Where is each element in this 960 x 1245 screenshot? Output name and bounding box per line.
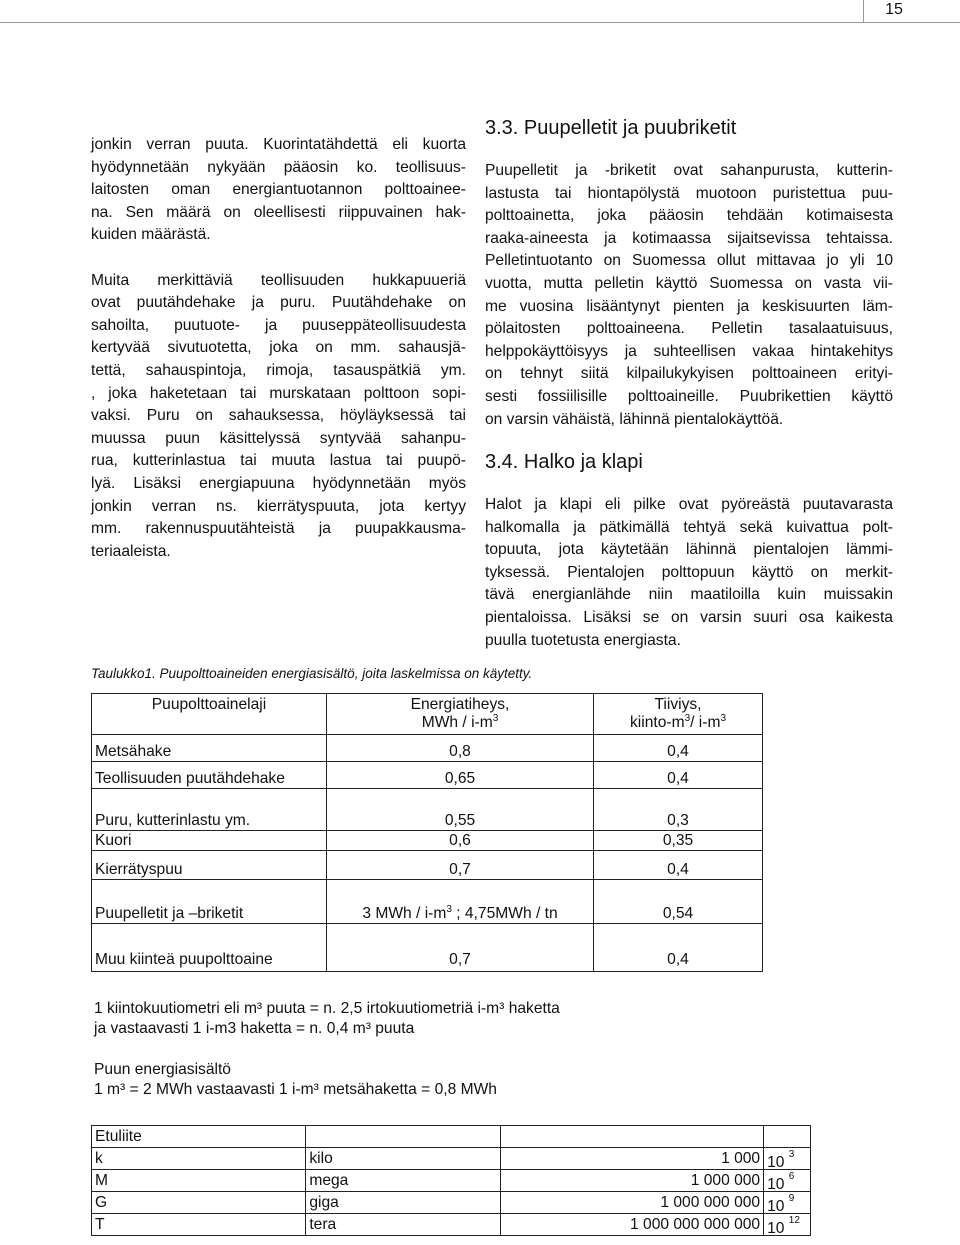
table-row <box>92 924 763 972</box>
table-row <box>92 762 763 789</box>
cell-fuel-name: Teollisuuden puutähdehake <box>92 762 327 789</box>
header-energy-line1: Energiatiheys, <box>410 696 510 713</box>
text-line: lyä. Lisäksi energiapuuna hyödynnetään myös <box>91 474 466 492</box>
prefix-row <box>92 1214 811 1236</box>
prefix-row <box>92 1148 811 1170</box>
text-line: jonkin verran ns. kierrätyspuuta, jota kertyy <box>91 497 466 515</box>
text-line: on tehnyt siitä kilpailukykyisen polttoaineen erityi- <box>485 365 893 383</box>
prefix-symbol: M <box>92 1170 306 1192</box>
prefix-value: 1 000 000 000 <box>500 1192 763 1214</box>
text-line: rua, kutterinlastua tai muuta lastua tai puupö- <box>91 452 466 470</box>
text-line: kertyvää sivutuotetta, joka on mm. sahausjä- <box>91 339 466 357</box>
page-header <box>0 0 960 22</box>
prefix-exponent: 12 <box>788 1214 800 1226</box>
note-line: ja vastaavasti 1 i-m3 haketta = n. 0,4 m³ puuta <box>94 1020 415 1037</box>
text-line: tettä, sahauspintoja, rimoja, tasauspätkiä ym. <box>91 361 466 379</box>
note-line: 1 m³ = 2 MWh vastaavasti 1 i-m³ metsähaketta = 0,8 MWh <box>94 1081 497 1098</box>
prefix-exponent: 9 <box>788 1192 795 1204</box>
prefix-symbol: T <box>92 1214 306 1236</box>
paragraph-bark <box>91 134 466 247</box>
header-density-unit-b: / i-m <box>690 714 721 731</box>
text-line: teriaaleista. <box>91 542 171 560</box>
header-density-line2 <box>597 714 759 732</box>
prefix-title-row <box>92 1126 811 1148</box>
cell-energy-a: 3 MWh / i-m <box>362 905 447 922</box>
cell-density: 0,54 <box>594 880 763 924</box>
cell-density: 0,35 <box>594 831 763 851</box>
text-line: muussa puun käsittelyssä syntyvää sahanpu- <box>91 429 466 447</box>
cell-fuel-name: Kierrätyspuu <box>92 851 327 880</box>
paragraph-waste-wood <box>91 270 466 564</box>
table-row <box>92 880 763 924</box>
prefix-title: Etuliite <box>92 1126 306 1148</box>
prefix-row <box>92 1170 811 1192</box>
prefix-name: giga <box>306 1192 501 1214</box>
cell-density: 0,4 <box>594 851 763 880</box>
left-column <box>91 134 466 563</box>
header-energy-unit: MWh / i-m <box>421 714 493 731</box>
energy-content-table <box>91 693 763 972</box>
note-conversion <box>94 999 560 1039</box>
text-line: vaksi. Puru on sahauksessa, höyläyksessä tai <box>91 407 466 425</box>
text-line: Muita merkittäviä teollisuuden hukkapuueriä <box>91 271 466 289</box>
prefix-name: mega <box>306 1170 501 1192</box>
prefix-value: 1 000 000 000 000 <box>500 1214 763 1236</box>
text-line: pölaitosten polttoaineena. Pelletin tasalaatuisuus, <box>485 320 893 338</box>
prefix-power <box>764 1214 811 1236</box>
prefix-symbol: k <box>92 1148 306 1170</box>
text-line: pientaloissa. Lisäksi se on varsin suuri osa kaikesta <box>485 608 893 626</box>
text-line: tävä energianlähde niin maatiloilla kuin muissakin <box>485 586 893 604</box>
section-3-4-body <box>485 494 893 652</box>
prefix-base: 10 <box>767 1154 785 1171</box>
text-line: halkomalla ja pätkimällä tehtyä sekä kuivattua polt- <box>485 518 893 536</box>
prefix-name: kilo <box>306 1148 501 1170</box>
cell-energy-b: ; 4,75MWh / tn <box>451 905 558 922</box>
header-fuel-type: Puupolttoainelaji <box>92 694 327 735</box>
cell-fuel-name: Kuori <box>92 831 327 851</box>
text-line: polttoainetta, joka pääosin tehdään kotimaisesta <box>485 207 893 225</box>
prefix-name: tera <box>306 1214 501 1236</box>
prefix-value: 1 000 000 <box>500 1170 763 1192</box>
header-density-unit-a: kiinto-m <box>629 714 685 731</box>
header-density-sup1: 3 <box>684 712 691 724</box>
cell-density: 0,3 <box>594 789 763 831</box>
text-line: ovat puutähdehake ja puru. Puutähdehake on <box>91 294 466 312</box>
text-line: kuiden määrästä. <box>91 226 211 244</box>
cell-energy: 0,6 <box>327 831 594 851</box>
section-heading-3-4: 3.4. Halko ja klapi <box>485 451 643 473</box>
prefix-power <box>764 1148 811 1170</box>
prefix-base: 10 <box>767 1220 785 1237</box>
paragraph-pellets <box>485 160 893 431</box>
header-density-line1: Tiiviys, <box>654 696 702 713</box>
text-line: na. Sen määrä on oleellisesti riippuvainen hak- <box>91 203 466 221</box>
text-line: puulla tuotetusta energiasta. <box>485 631 681 649</box>
table-caption: Taulukko1. Puupolttoaineiden energiasisältö, joita laskelmissa on käytetty. <box>91 666 533 681</box>
section-3-3-body <box>485 160 893 431</box>
header-energy-sup: 3 <box>492 712 499 724</box>
text-line: sahoilta, puutuote- ja puuseppäteollisuudesta <box>91 316 466 334</box>
cell-fuel-name: Puru, kutterinlastu ym. <box>92 789 327 831</box>
cell-density: 0,4 <box>594 924 763 972</box>
prefix-base: 10 <box>767 1176 785 1193</box>
prefix-value: 1 000 <box>500 1148 763 1170</box>
table-row <box>92 789 763 831</box>
prefix-exponent: 3 <box>788 1148 795 1160</box>
text-line: lastusta tai hiontapölystä muotoon puristettua puu- <box>485 184 893 202</box>
text-line: Pelletintuotanto on Suomessa ollut mittavaa jo yli 10 <box>485 252 893 270</box>
text-line: helppokäyttöisyys ja suhteellisen vakaa hintakehitys <box>485 342 893 360</box>
prefix-row <box>92 1192 811 1214</box>
cell-energy <box>327 880 594 924</box>
header-rule <box>0 22 960 23</box>
empty-cell <box>500 1126 763 1148</box>
header-density-sup2: 3 <box>720 712 727 724</box>
text-line: jonkin verran puuta. Kuorintatähdettä eli kuorta <box>91 136 466 153</box>
text-line: me vuosina lisääntynyt pienten ja keskisuurten läm- <box>485 297 893 315</box>
header-divider <box>863 0 864 23</box>
note-line: 1 kiintokuutiometri eli m³ puuta = n. 2,5 irtokuutiometriä i-m³ haketta <box>94 1000 560 1017</box>
table-row <box>92 831 763 851</box>
cell-energy: 0,55 <box>327 789 594 831</box>
text-line: Halot ja klapi eli pilke ovat pyöreästä puutavarasta <box>485 496 893 513</box>
note-energy-content <box>94 1060 497 1100</box>
text-line: topuuta, jota käytetään lähinnä pientalojen lämmi- <box>485 541 893 559</box>
prefix-power <box>764 1170 811 1192</box>
cell-energy: 0,7 <box>327 851 594 880</box>
text-line: tyksessä. Pientalojen polttopuun käyttö on merkit- <box>485 563 893 581</box>
cell-energy-sup: 3 <box>446 903 452 915</box>
text-line: Puupelletit ja -briketit ovat sahanpurusta, kutterin- <box>485 162 893 179</box>
page-number: 15 <box>885 1 903 18</box>
note-line: Puun energiasisältö <box>94 1061 231 1078</box>
text-line: sesti fossiilisille polttoaineille. Puubrikettien käyttö <box>485 387 893 405</box>
prefix-symbol: G <box>92 1192 306 1214</box>
cell-density: 0,4 <box>594 735 763 762</box>
table-row <box>92 735 763 762</box>
cell-energy: 0,8 <box>327 735 594 762</box>
prefix-base: 10 <box>767 1198 785 1215</box>
text-line: raaka-aineesta ja kotimaassa sijaitsevissa tehtaissa. <box>485 229 893 247</box>
table-row <box>92 851 763 880</box>
text-line: on varsin vähäistä, lähinnä pientalokäyttöä. <box>485 410 784 428</box>
prefix-power <box>764 1192 811 1214</box>
cell-density: 0,4 <box>594 762 763 789</box>
cell-fuel-name: Muu kiinteä puupolttoaine <box>92 924 327 972</box>
cell-fuel-name: Puupelletit ja –briketit <box>92 880 327 924</box>
prefix-exponent: 6 <box>788 1170 795 1182</box>
table-header-row <box>92 694 763 735</box>
text-line: laitosten oman energiantuotannon polttoainee- <box>91 181 466 199</box>
empty-cell <box>306 1126 501 1148</box>
text-line: hyödynnetään nykyään pääosin ko. teollisuus- <box>91 158 466 176</box>
section-heading-3-3: 3.3. Puupelletit ja puubriketit <box>485 117 737 139</box>
paragraph-firewood <box>485 494 893 652</box>
text-line: mm. rakennuspuutähteistä ja puupakkausma- <box>91 520 466 538</box>
prefix-table <box>91 1125 811 1236</box>
cell-energy: 0,65 <box>327 762 594 789</box>
header-energy-line2 <box>330 714 590 732</box>
cell-fuel-name: Metsähake <box>92 735 327 762</box>
empty-cell <box>764 1126 811 1148</box>
text-line: , joka haketetaan tai murskataan polttoon sopi- <box>91 384 466 402</box>
header-density <box>594 694 763 735</box>
header-energy-density <box>327 694 594 735</box>
cell-energy: 0,7 <box>327 924 594 972</box>
text-line: vuotta, mutta pelletin käyttö Suomessa on vasta vii- <box>485 274 893 292</box>
